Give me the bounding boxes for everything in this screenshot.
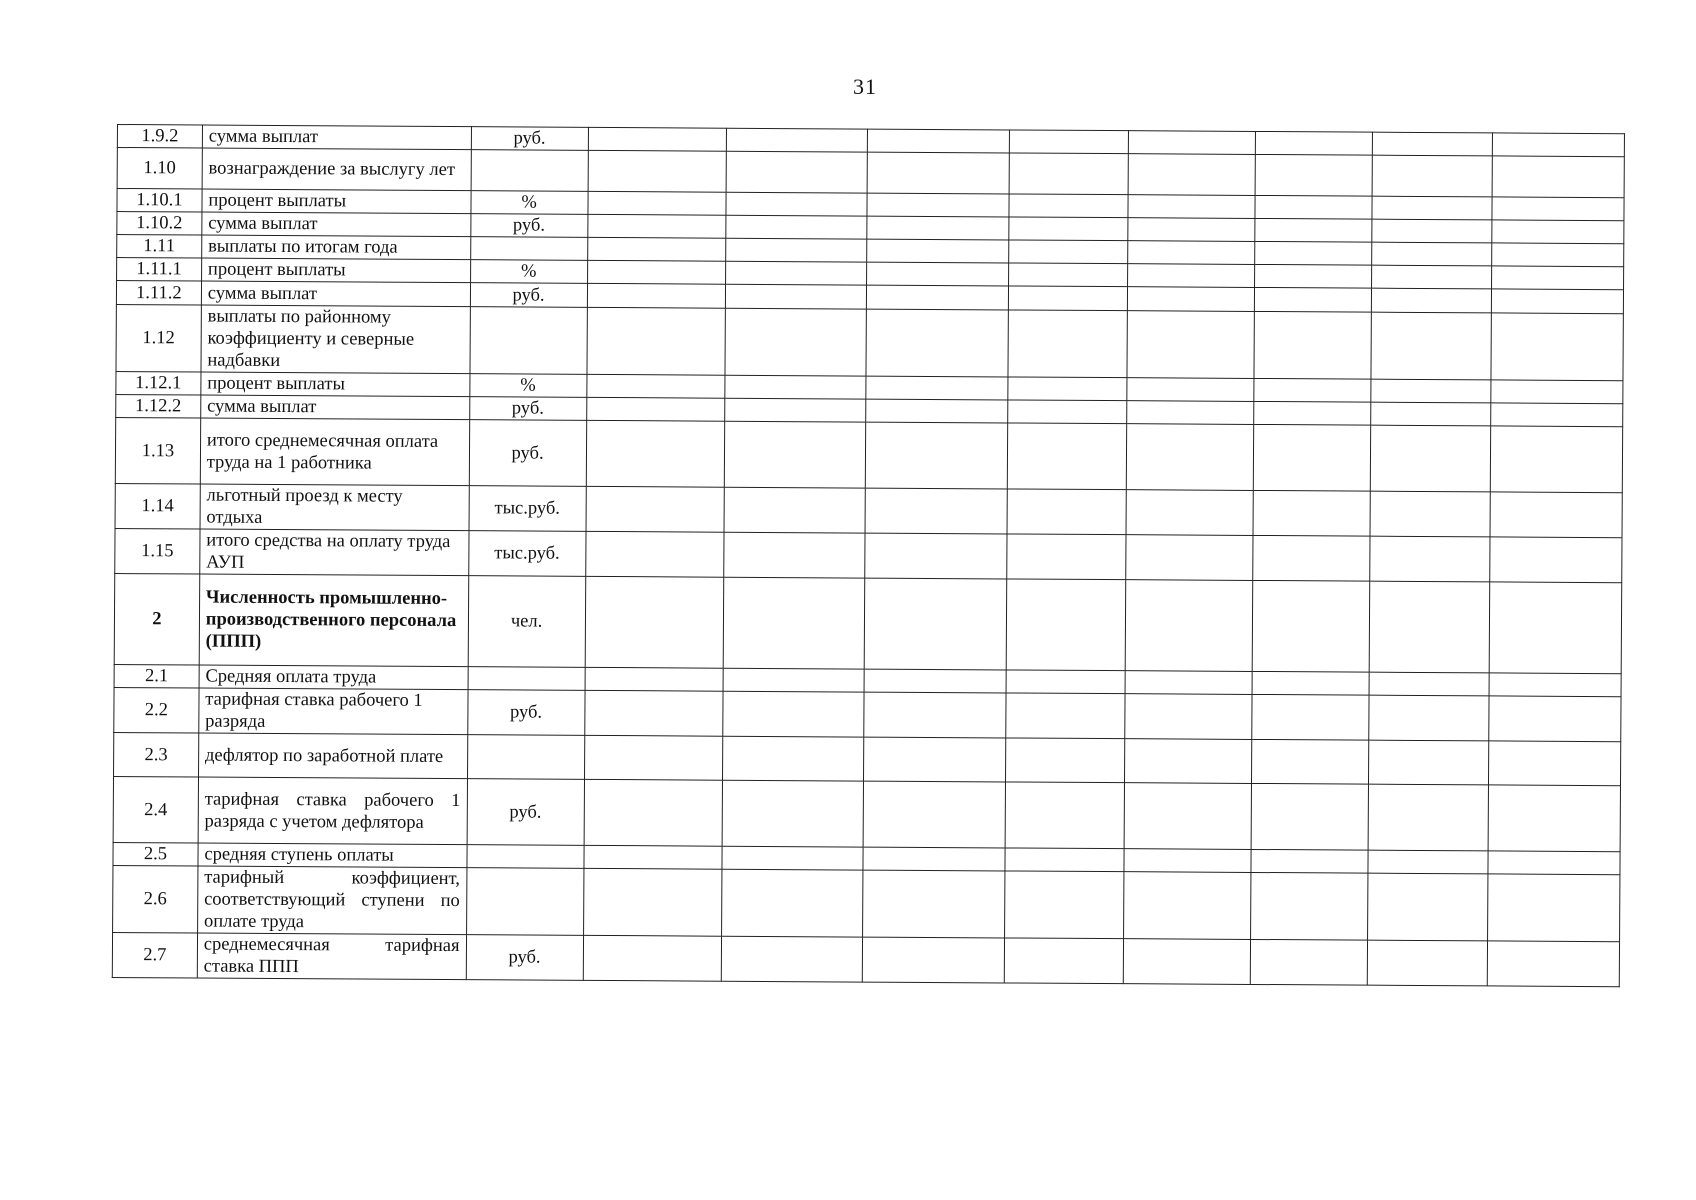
empty-value-cell [1255,241,1372,265]
empty-value-cell [726,128,868,152]
empty-value-cell [726,192,868,216]
row-indicator-name: итого средства на оплату труда АУП [200,529,469,576]
empty-value-cell [1489,537,1622,583]
empty-value-cell [584,735,723,780]
empty-value-cell [864,669,1006,693]
row-unit: % [470,191,587,215]
empty-value-cell [1368,940,1487,986]
empty-value-cell [1123,939,1251,985]
empty-value-cell [1125,739,1253,784]
empty-value-cell [1124,849,1251,873]
empty-value-cell [1369,672,1488,696]
empty-value-cell [863,937,1005,983]
empty-value-cell [864,781,1006,848]
empty-value-cell [866,309,1008,377]
empty-value-cell [1489,673,1622,697]
row-unit: чел. [468,576,586,668]
row-number: 2.5 [113,842,198,866]
empty-value-cell [1126,490,1254,536]
row-number: 1.11 [117,235,202,259]
empty-value-cell [1371,425,1491,492]
empty-value-cell [1370,491,1489,537]
empty-value-cell [1005,782,1125,849]
empty-value-cell [1005,738,1124,783]
empty-value-cell [1252,739,1369,784]
row-number: 2.2 [114,687,199,733]
table-row [112,932,1619,986]
row-indicator-name: сумма выплат [201,395,470,420]
empty-value-cell [726,215,868,239]
empty-value-cell [587,307,726,375]
empty-value-cell [1372,288,1491,313]
empty-value-cell [1488,785,1621,852]
row-indicator-name: тарифная ставка рабочего 1 разряда [199,688,468,735]
empty-value-cell [587,283,726,308]
empty-value-cell [1009,130,1128,154]
empty-value-cell [1008,286,1127,311]
empty-value-cell [1128,131,1255,155]
empty-value-cell [585,531,724,577]
empty-value-cell [1488,741,1621,786]
empty-value-cell [1489,582,1622,674]
empty-value-cell [587,214,726,238]
empty-value-cell [1369,784,1489,851]
empty-value-cell [1128,154,1256,196]
empty-value-cell [1254,424,1372,491]
empty-value-cell [1487,941,1620,987]
row-unit: руб. [470,214,587,238]
row-number: 2 [114,573,199,665]
empty-value-cell [1368,873,1488,941]
empty-value-cell [863,870,1005,938]
row-indicator-name: процент выплаты [201,258,470,283]
empty-value-cell [726,151,868,193]
empty-value-cell [1006,693,1125,739]
empty-value-cell [1491,220,1624,244]
empty-value-cell [1008,377,1127,401]
empty-value-cell [726,261,868,285]
row-number: 1.10.1 [117,189,202,213]
row-indicator-name: процент выплаты [202,189,471,214]
empty-value-cell [1369,740,1488,785]
empty-value-cell [1128,241,1255,265]
empty-value-cell [1372,265,1491,289]
row-indicator-name: выплаты по итогам года [202,235,471,260]
row-indicator-name: средняя ступень оплаты [198,843,467,868]
empty-value-cell [588,191,727,215]
row-number: 2.4 [113,776,198,843]
empty-value-cell [725,398,867,422]
row-number: 1.15 [115,528,200,574]
empty-value-cell [585,667,724,691]
row-unit: руб. [466,935,583,981]
empty-value-cell [867,285,1009,310]
row-indicator-name: итого среднемесячная оплата труда на 1 работника [200,418,469,486]
empty-value-cell [1007,423,1127,490]
row-unit [471,150,588,192]
empty-value-cell [1254,401,1371,425]
row-indicator-name: вознаграждение за выслугу лет [202,148,471,191]
empty-value-cell [1490,426,1623,493]
table-row [115,417,1622,492]
empty-value-cell [1006,670,1125,694]
empty-value-cell [1128,195,1255,219]
empty-value-cell [1251,872,1369,940]
empty-value-cell [1491,243,1624,267]
empty-value-cell [583,935,722,981]
empty-value-cell [588,127,727,151]
empty-value-cell [1251,849,1368,873]
empty-value-cell [1004,871,1124,939]
table-row [116,304,1623,380]
row-number: 2.3 [114,732,199,777]
empty-value-cell [1252,694,1369,740]
row-number: 1.10.2 [117,212,202,236]
empty-value-cell [1372,196,1491,220]
row-number: 2.1 [114,664,199,688]
empty-value-cell [585,576,724,668]
table-body [112,125,1624,987]
empty-value-cell [1128,264,1255,288]
empty-value-cell [1124,872,1252,940]
empty-value-cell [584,779,723,846]
row-indicator-name: льготный проезд к месту отдыха [200,484,469,531]
empty-value-cell [1009,240,1128,264]
empty-value-cell [1491,289,1624,314]
empty-value-cell [1126,535,1254,581]
empty-value-cell [1252,580,1370,672]
empty-value-cell [1370,581,1490,673]
row-indicator-name: среднемесячная тарифная ставка ППП [197,933,466,980]
empty-value-cell [722,869,864,937]
empty-value-cell [863,847,1005,871]
row-unit: тыс.руб. [468,531,585,577]
empty-value-cell [1256,131,1373,155]
row-number: 1.12 [116,304,201,372]
empty-value-cell [588,150,727,192]
empty-value-cell [1009,153,1128,195]
row-number: 1.12.1 [116,371,201,395]
empty-value-cell [1124,783,1252,850]
empty-value-cell [1005,848,1124,872]
row-unit: руб. [471,127,588,151]
row-unit [470,237,587,261]
empty-value-cell [1488,696,1621,742]
row-number: 1.13 [115,417,200,484]
empty-value-cell [725,284,867,309]
empty-value-cell [1007,489,1126,535]
empty-value-cell [1254,378,1371,402]
row-number: 1.9.2 [117,125,202,149]
empty-value-cell [1370,536,1489,582]
empty-value-cell [866,399,1008,423]
empty-value-cell [726,238,868,262]
empty-value-cell [1488,851,1621,875]
table-row [114,573,1622,673]
empty-value-cell [1487,874,1620,942]
empty-value-cell [725,375,867,399]
row-unit: % [469,374,586,398]
row-unit: % [470,260,587,284]
empty-value-cell [1255,154,1372,196]
empty-value-cell [868,129,1010,153]
row-unit [466,868,584,936]
row-indicator-name: выплаты по районному коэффициенту и северные надбавки [201,305,470,374]
row-unit [468,667,585,691]
empty-value-cell [1008,310,1128,378]
empty-value-cell [1009,217,1128,241]
empty-value-cell [864,692,1006,738]
row-unit: руб. [469,420,587,487]
empty-value-cell [723,691,865,737]
row-indicator-name: сумма выплат [202,212,471,237]
empty-value-cell [1490,492,1623,538]
empty-value-cell [587,374,726,398]
empty-value-cell [587,260,726,284]
empty-value-cell [1255,264,1372,288]
data-table [112,124,1625,987]
empty-value-cell [1371,312,1491,380]
empty-value-cell [723,668,865,692]
empty-value-cell [1008,400,1127,424]
empty-value-cell [1254,311,1372,379]
empty-value-cell [864,737,1006,782]
empty-value-cell [584,845,723,869]
empty-value-cell [865,533,1007,579]
row-number: 1.12.2 [116,394,201,418]
empty-value-cell [723,577,865,669]
table-row [113,865,1620,941]
row-unit [466,845,583,869]
empty-value-cell [1373,155,1492,197]
row-indicator-name: процент выплаты [201,372,470,397]
row-unit: тыс.руб. [469,486,586,532]
empty-value-cell [1004,938,1123,984]
empty-value-cell [1127,311,1255,379]
row-indicator-name: Численность промышленно-производственного персонала (ППП) [199,574,468,667]
row-number: 2.6 [113,865,198,933]
empty-value-cell [865,488,1007,534]
empty-value-cell [1008,263,1127,287]
empty-value-cell [722,846,864,870]
empty-value-cell [1492,133,1625,157]
empty-value-cell [723,736,865,781]
row-indicator-name: дефлятор по заработной плате [198,733,467,779]
empty-value-cell [724,532,866,578]
empty-value-cell [1251,939,1368,985]
page-number: 31 [853,74,877,99]
empty-value-cell [1255,195,1372,219]
empty-value-cell [868,152,1010,194]
empty-value-cell [586,397,725,421]
row-number: 2.7 [112,932,197,978]
empty-value-cell [586,486,725,532]
empty-value-cell [1369,695,1488,741]
empty-value-cell [867,216,1009,240]
empty-value-cell [1372,219,1491,243]
row-number: 1.14 [115,483,200,529]
empty-value-cell [1490,380,1623,404]
empty-value-cell [1253,535,1370,581]
empty-value-cell [1255,218,1372,242]
empty-value-cell [721,936,863,982]
empty-value-cell [1125,694,1253,740]
row-unit: руб. [469,397,586,421]
empty-value-cell [1006,579,1126,671]
row-unit [467,735,584,780]
empty-value-cell [725,308,867,376]
empty-value-cell [722,780,864,847]
row-indicator-name: сумма выплат [201,281,470,307]
empty-value-cell [1251,783,1369,850]
row-unit: руб. [467,779,585,846]
empty-value-cell [724,421,866,488]
row-number: 1.11.2 [116,281,201,306]
empty-value-cell [587,237,726,261]
empty-value-cell [867,193,1009,217]
row-unit: руб. [470,283,587,308]
empty-value-cell [865,578,1007,670]
row-number: 1.10 [117,148,202,190]
empty-value-cell [584,690,723,736]
empty-value-cell [1125,580,1253,672]
empty-value-cell [1127,378,1254,402]
empty-value-cell [1007,534,1126,580]
row-unit [469,307,587,375]
empty-value-cell [1491,313,1624,381]
empty-value-cell [1371,379,1490,403]
empty-value-cell [1252,671,1369,695]
empty-value-cell [1128,218,1255,242]
row-indicator-name: сумма выплат [202,125,471,150]
empty-value-cell [1125,671,1252,695]
row-indicator-name: Средняя оплата труда [199,665,468,690]
empty-value-cell [586,420,725,487]
table-row [113,776,1620,851]
empty-value-cell [1127,401,1254,425]
empty-value-cell [1371,402,1490,426]
empty-value-cell [1492,197,1625,221]
empty-value-cell [1126,424,1254,491]
empty-value-cell [1492,156,1625,198]
empty-value-cell [1373,132,1492,156]
row-indicator-name: тарифный коэффициент, соответствующий ступени по оплате труда [197,866,466,935]
row-indicator-name: тарифная ставка рабочего 1 разряда с учетом дефлятора [198,777,467,845]
empty-value-cell [1253,490,1370,536]
empty-value-cell [866,376,1008,400]
empty-value-cell [1490,403,1623,427]
empty-value-cell [1127,287,1254,312]
empty-value-cell [867,262,1009,286]
row-number: 1.11.1 [117,258,202,282]
empty-value-cell [1255,287,1372,312]
empty-value-cell [1368,850,1487,874]
empty-value-cell [1372,242,1491,266]
empty-value-cell [867,239,1009,263]
row-unit: руб. [467,690,584,736]
empty-value-cell [1491,266,1624,290]
empty-value-cell [724,487,866,533]
empty-value-cell [583,868,722,936]
empty-value-cell [866,422,1008,489]
empty-value-cell [1009,194,1128,218]
